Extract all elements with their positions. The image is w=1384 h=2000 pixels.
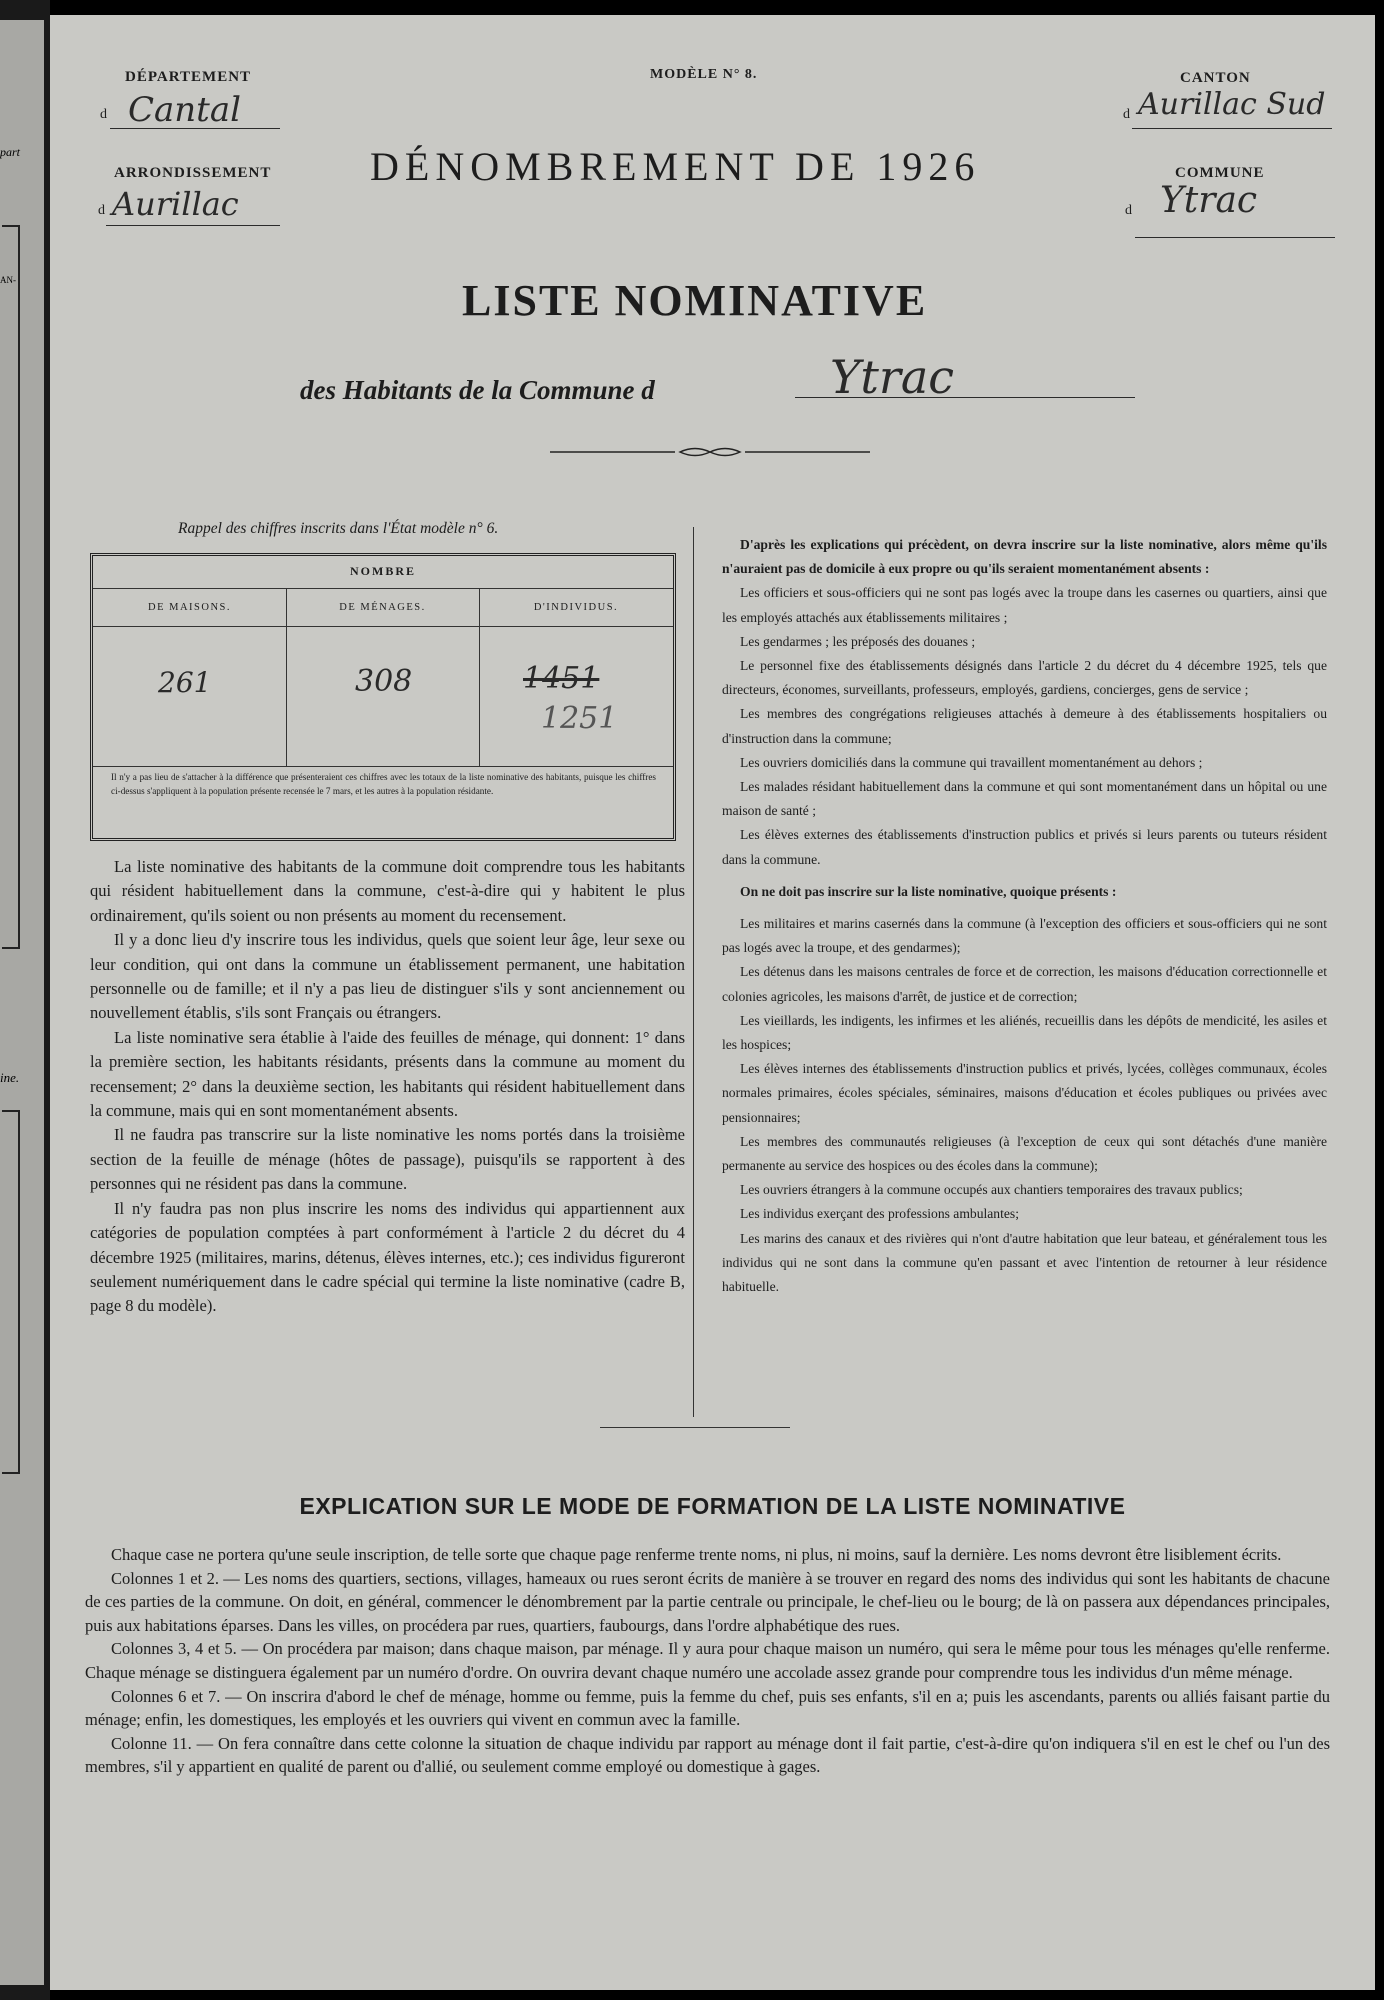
subtitle: des Habitants de la Commune d [300, 375, 655, 405]
arrondissement-prefix: d [98, 203, 105, 218]
census-form-page [50, 15, 1375, 1990]
subtitle-commune-value: Ytrac [830, 350, 955, 404]
recap-divider [286, 588, 287, 766]
commune-value: Ytrac [1160, 180, 1258, 221]
recap-columns-rule [93, 626, 673, 627]
recap-divider [479, 588, 480, 766]
recap-table [90, 553, 676, 841]
recap-value-maisons: 261 [158, 666, 212, 699]
column-separator [693, 527, 694, 1417]
arrondissement-label: ARRONDISSEMENT [114, 165, 272, 181]
margin-table-edge [2, 225, 20, 949]
right-paragraph: Les membres des communautés religieuses (à l'exception de ceux qui sont détachés d'une manière permanente au service des hospices ou des écoles dans la commune); [722, 1133, 1327, 1174]
commune-line [1135, 237, 1335, 238]
right-exclusion-heading: On ne doit pas inscrire sur la liste nominative, quoique présents : [740, 883, 1117, 899]
commune-label: COMMUNE [1175, 165, 1265, 181]
right-paragraph: Les gendarmes ; les préposés des douanes ; [740, 633, 976, 649]
recap-note: Il n'y a pas lieu de s'attacher à la différence que présenteraient ces chiffres avec les totaux de la liste nominative des habitants, puisque les chiffres ci-dessus s'appliquent à la population présente recensée le 7 mars, et les autres à la population résidante. [111, 772, 656, 796]
recap-header-rule [93, 588, 673, 589]
margin-fragment: part [0, 145, 21, 159]
right-paragraph: Les élèves externes des établissements d'instruction publics et privés si leurs parents ou tuteurs résident dans la commune. [722, 827, 1327, 867]
right-paragraph: Les individus exerçant des professions ambulantes; [740, 1206, 1019, 1222]
right-intro: D'après les explications qui précèdent, on devra inscrire sur la liste nominative, alors même qu'ils n'auraient pas de domicile à eux propre ou qu'ils seraient momentanément absents : [722, 537, 1327, 577]
modele-number: MODÈLE N° 8. [650, 67, 758, 82]
recap-value-individus: 1451 [523, 661, 600, 696]
left-paragraph: La liste nominative sera établie à l'aide des feuilles de ménage, qui donnent: 1° dans la première section, les habitants résidants, présents dans la commune au moment du recensement; 2° dans la deuxième section, les habitants qui résident habituellement dans la commune, mais qui en sont momentanément absents. [90, 1027, 685, 1121]
arrondissement-line [106, 225, 280, 226]
page-title: DÉNOMBREMENT DE 1926 [370, 144, 981, 189]
recap-col-maisons: DE MAISONS. [147, 602, 231, 613]
explication-paragraph: Colonne 11. — On fera connaître dans cette colonne la situation de chaque individu par rapport au ménage dont il fait partie, c'est-à-dire qu'on indiquera s'il en est le chef ou l'un des membres, s'il y appartient en qualité de parent ou d'allié, ou seulement comme employé ou domestique à gages. [85, 1733, 1330, 1777]
recap-note-rule [93, 766, 673, 767]
right-paragraph: Les membres des congrégations religieuses attachés à demeure à des établissements hospitaliers ou d'instruction dans la commune; [722, 706, 1327, 746]
canton-prefix: d [1123, 107, 1130, 122]
previous-page-sheet [0, 20, 44, 1985]
departement-prefix: d [100, 107, 107, 122]
margin-fragment: ine. [0, 1070, 20, 1085]
left-instructions [90, 855, 685, 1319]
recap-header: NOMBRE [350, 564, 416, 578]
right-paragraph: Le personnel fixe des établissements désignés dans l'article 2 du décret du 4 décembre 1925, tels que directeurs, économes, surveillants, professeurs, employés, gardiens, concierges, gens de service ; [722, 658, 1327, 698]
arrondissement-value: Aurillac [112, 185, 239, 223]
recap-value-menages: 308 [355, 664, 413, 699]
explication-body [85, 1543, 1330, 1779]
recap-col-menages: DE MÉNAGES. [339, 602, 426, 613]
left-paragraph: Il n'y faudra pas non plus inscrire les noms des individus qui appartiennent aux catégories de population comptées à part conformément à l'article 2 du décret du 4 décembre 1925 (militaires, marins, détenus, élèves internes, etc.); ces individus figureront seulement numériquement dans le cadre spécial qui termine la liste nominative (cadre B, page 8 du modèle). [90, 1198, 685, 1316]
explication-paragraph: Chaque case ne portera qu'une seule inscription, de telle sorte que chaque page renferme trente noms, ni plus, ni moins, sauf la dernière. Les noms devront être lisiblement écrits. [111, 1545, 1282, 1564]
right-paragraph: Les vieillards, les indigents, les infirmes et les aliénés, recueillis dans les dépôts de mendicité, les asiles et les hospices; [722, 1012, 1327, 1053]
right-paragraph: Les détenus dans les maisons centrales de force et de correction, les maisons d'éducation correctionnelle et colonies agricoles, les maisons d'arrêt, de justice et de correction; [722, 964, 1327, 1004]
canton-line [1132, 128, 1332, 129]
right-paragraph: Les malades résidant habituellement dans la commune et qui sont momentanément dans un hôpital ou une maison de santé ; [722, 779, 1327, 819]
right-instructions [722, 533, 1327, 1299]
recap-value-correction: 1251 [541, 701, 618, 736]
departement-line [110, 128, 280, 129]
right-paragraph: Les militaires et marins casernés dans la commune (à l'exception des officiers et sous-officiers qui ne sont pas logés avec la troupe, et des gendarmes); [722, 916, 1327, 956]
list-title: LISTE NOMINATIVE [462, 276, 928, 325]
left-paragraph: Il y a donc lieu d'y inscrire tous les individus, quels que soient leur âge, leur sexe ou leur condition, qui ont dans la commune un établissement permanent, une habitation personnelle ou de famille; et il n'y a pas lieu de distinguer s'ils y sont anciennement ou nouvellement établis, s'ils sont Français ou étrangers. [90, 930, 685, 1023]
left-paragraph: La liste nominative des habitants de la commune doit comprendre tous les habitants qui résident habituellement dans la commune, c'est-à-dire qui y habitent le plus ordinairement, qu'ils soient ou non présents au moment du recensement. [90, 857, 685, 925]
previous-page-edge [0, 0, 50, 2000]
right-paragraph: Les ouvriers domiciliés dans la commune qui travaillent momentanément au dehors ; [740, 754, 1203, 770]
recap-caption: Rappel des chiffres inscrits dans l'État modèle n° 6. [178, 520, 499, 537]
commune-prefix: d [1125, 203, 1132, 218]
departement-value: Cantal [128, 90, 241, 130]
canton-value: Aurillac Sud [1138, 87, 1326, 122]
explication-title: EXPLICATION SUR LE MODE DE FORMATION DE LA LISTE NOMINATIVE [299, 1493, 1126, 1519]
explication-paragraph: Colonnes 6 et 7. — On inscrira d'abord le chef de ménage, homme ou femme, puis la femme du chef, puis ses enfants, s'il en a; puis les ascendants, parents ou alliés faisant partie du ménage; enfin, les domestiques, les employés et les ouvriers qui vivent en commun avec la famille. [85, 1686, 1330, 1730]
subtitle-line [795, 397, 1135, 398]
right-paragraph: Les marins des canaux et des rivières qui n'ont d'autre habitation que leur bateau, et généralement tous les individus qui ne sont dans la commune qu'en passant et avec l'intention de retourner à leur résidence habituelle. [722, 1230, 1327, 1295]
right-paragraph: Les officiers et sous-officiers qui ne sont pas logés avec la troupe dans les casernes ou quartiers, ainsi que les employés attachés aux établissements militaires ; [722, 585, 1327, 625]
section-divider [600, 1427, 790, 1428]
ornament-divider [550, 445, 870, 459]
right-paragraph: Les ouvriers étrangers à la commune occupés aux chantiers temporaires des travaux publics; [740, 1182, 1243, 1198]
explication-paragraph: Colonnes 1 et 2. — Les noms des quartiers, sections, villages, hameaux ou rues seront écrits de manière à se trouver en regard des noms des individus qui sont les habitants de chacune de ces parties de la commune. On doit, en général, commencer le dénombrement par la partie centrale ou principale, le chef-lieu ou le bourg; de là on passera aux dépendances principales, puis aux habitations éparses. Dans les villes, on procédera par rues, quartiers, faubourgs, dans l'ordre alphabétique des rues. [85, 1568, 1330, 1635]
canton-label: CANTON [1180, 70, 1251, 86]
left-paragraph: Il ne faudra pas transcrire sur la liste nominative les noms portés dans la troisième section de la feuille de ménage (hôtes de passage), puisqu'ils se rapportent à des personnes qui ne résident pas dans la commune. [90, 1125, 685, 1194]
recap-col-individus: D'INDIVIDUS. [533, 602, 619, 613]
margin-table-edge [2, 1110, 20, 1474]
explication-paragraph: Colonnes 3, 4 et 5. — On procédera par maison; dans chaque maison, par ménage. Il y aura pour chaque maison un numéro, qui sera le même pour tous les ménages qu'elle renferme. Chaque ménage se distinguera également par un numéro d'ordre. On ouvrira devant chaque numéro une accolade assez grande pour comprendre tous les individus d'un même ménage. [85, 1639, 1330, 1682]
margin-fragment: AN- [0, 275, 16, 285]
right-paragraph: Les élèves internes des établissements d'instruction publics et privés, lycées, collèges communaux, écoles normales primaires, écoles spéciales, séminaires, maisons d'éducation et écoles publiques ou privées avec pensionnaires; [722, 1061, 1327, 1125]
departement-label: DÉPARTEMENT [125, 69, 252, 85]
